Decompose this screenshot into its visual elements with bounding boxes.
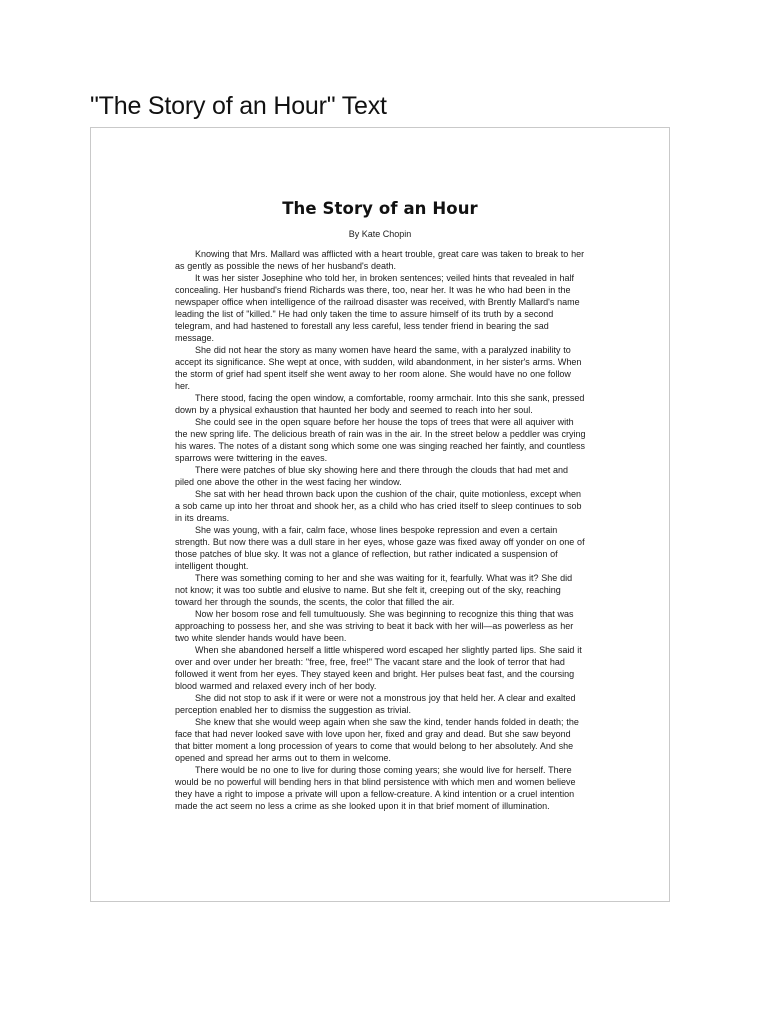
story-body bbox=[175, 248, 587, 812]
story-paragraph: She was young, with a fair, calm face, whose lines bespoke repression and even a certain strength. But now there was a dull stare in her eyes, whose gaze was fixed away off yonder on one of those patches of blue sky. It was not a glance of reflection, but rather indicated a suspension of intelligent thought. bbox=[175, 525, 585, 571]
story-paragraph: There stood, facing the open window, a comfortable, roomy armchair. Into this she sank, pressed down by a physical exhaustion that haunted her body and seemed to reach into her soul. bbox=[175, 393, 585, 415]
story-paragraph: There was something coming to her and she was waiting for it, fearfully. What was it? She did not know; it was too subtle and elusive to name. But she felt it, creeping out of the sky, reaching toward her through the sounds, the scents, the color that filled the air. bbox=[175, 573, 573, 607]
story-paragraph: When she abandoned herself a little whispered word escaped her slightly parted lips. She said it over and over under her breath: "free, free, free!" The vacant stare and the look of terror that had followed it went from her eyes. They stayed keen and bright. Her pulses beat fast, and the coursing blood warmed and relaxed every inch of her body. bbox=[175, 645, 582, 691]
story-paragraph: There would be no one to live for during those coming years; she would live for herself. There would be no powerful will bending hers in that blind persistence with which men and women believe they have a right to impose a private will upon a fellow-creature. A kind intention or a cruel intention made the act seem no less a crime as she looked upon it in that brief moment of illumination. bbox=[175, 765, 576, 811]
story-paragraph: Now her bosom rose and fell tumultuously. She was beginning to recognize this thing that was approaching to possess her, and she was striving to beat it back with her will—as powerless as her two white slender hands would have been. bbox=[175, 609, 574, 643]
story-paragraph: She knew that she would weep again when she saw the kind, tender hands folded in death; the face that had never looked save with love upon her, fixed and gray and dead. But she saw beyond that bitter moment a long procession of years to come that would belong to her absolutely. And she opened and spread her arms out to them in welcome. bbox=[175, 717, 579, 763]
story-author: By Kate Chopin bbox=[348, 229, 412, 239]
story-paragraph: She sat with her head thrown back upon the cushion of the chair, quite motionless, except when a sob came up into her throat and shook her, as a child who has cried itself to sleep continues to sob in its dreams. bbox=[175, 489, 582, 523]
story-paragraph: She did not stop to ask if it were or were not a monstrous joy that held her. A clear and exalted perception enabled her to dismiss the suggestion as trivial. bbox=[175, 693, 576, 715]
document-preview[interactable] bbox=[90, 127, 670, 902]
story-title: The Story of an Hour bbox=[282, 199, 478, 218]
story-paragraph: There were patches of blue sky showing here and there through the clouds that had met and piled one above the other in the west facing her window. bbox=[175, 465, 569, 487]
story-paragraph: Knowing that Mrs. Mallard was afflicted with a heart trouble, great care was taken to break to her as gently as possible the news of her husband's death. bbox=[175, 249, 585, 271]
story-paragraph: She could see in the open square before her house the tops of trees that were all aquiver with the new spring life. The delicious breath of rain was in the air. In the street below a peddler was crying his wares. The notes of a distant song which some one was singing reached her faintly, and countless sparrows were twittering in the eaves. bbox=[175, 417, 586, 463]
page-title: "The Story of an Hour" Text bbox=[90, 92, 387, 120]
story-paragraph: It was her sister Josephine who told her, in broken sentences; veiled hints that revealed in half concealing. Her husband's friend Richards was there, too, near her. It was he who had been in the newspaper office when intelligence of the railroad disaster was received, with Brently Mallard's name leading the list of "killed." He had only taken the time to assure himself of its truth by a second telegram, and had hastened to forestall any less careful, less tender friend in bearing the sad message. bbox=[175, 273, 580, 343]
story-paragraph: She did not hear the story as many women have heard the same, with a paralyzed inability to accept its significance. She wept at once, with sudden, wild abandonment, in her sister's arms. When the storm of grief had spent itself she went away to her room alone. She would have no one follow her. bbox=[175, 345, 582, 391]
